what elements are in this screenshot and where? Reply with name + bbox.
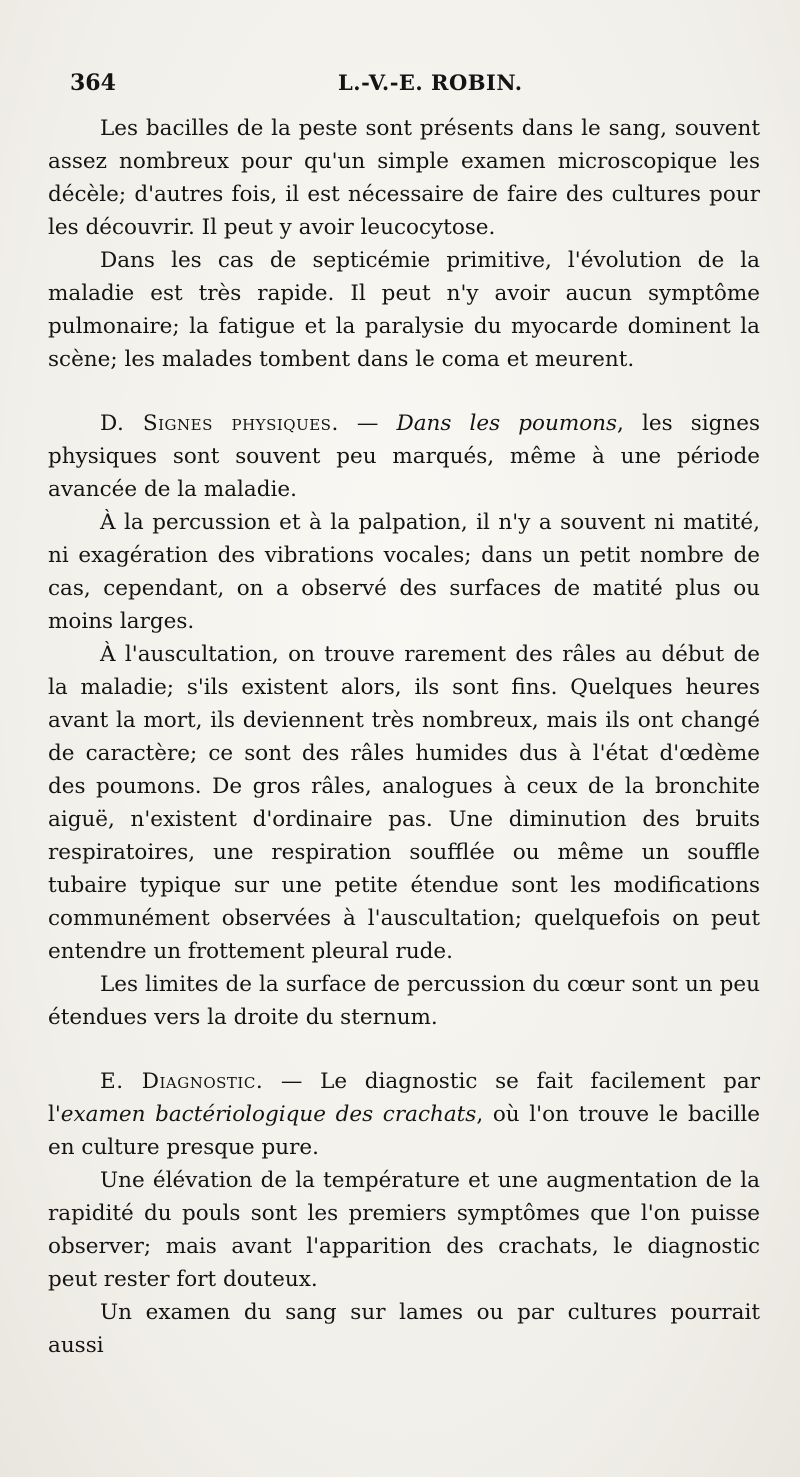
paragraph-coeur: Les limites de la surface de percussion du cœur sont un peu étendues vers la droite du sternum. <box>48 972 760 1030</box>
section-d-label: D. Signes physiques. <box>100 411 339 436</box>
section-e-text: Le diagnostic se fait facilement par l' <box>48 1069 761 1127</box>
paragraph-bacilles: Les bacilles de la peste sont présents dans le sang, souvent assez nombreux pour qu'un simple examen microscopique les décèle; d'autres fois, il est nécessaire de faire des cultures pour les découvrir. Il peut y avoir leucocytose. <box>48 116 760 240</box>
section-e-diagnostic <box>48 1065 760 1164</box>
section-e-rest: , où l'on trouve le bacille en culture presque pure. <box>48 1102 760 1160</box>
section-e-label: E. Diagnostic. <box>100 1069 264 1094</box>
page-number: 364 <box>70 70 116 96</box>
paragraph-percussion: À la percussion et à la palpation, il n'y a souvent ni matité, ni exagération des vibrations vocales; dans un petit nombre de cas, cependant, on a observé des surfaces de matité plus ou moins larges. <box>48 510 760 634</box>
section-d-text: , les signes physiques sont souvent peu marqués, même à une période avancée de la maladie. <box>48 411 760 502</box>
page-header <box>70 70 760 104</box>
running-head: L.-V.-E. ROBIN. <box>338 70 523 95</box>
paragraph-temperature: Une élévation de la température et une augmentation de la rapidité du pouls sont les premiers symptômes que l'on puisse observer; mais avant l'apparition des crachats, le diagnostic peut rester fort douteux. <box>48 1168 760 1292</box>
paragraph-septicemie: Dans les cas de septicémie primitive, l'évolution de la maladie est très rapide. Il peut n'y avoir aucun symptôme pulmonaire; la fatigue et la paralysie du myocarde dominent la scène; les malades tombent dans le coma et meurent. <box>48 248 760 372</box>
section-e-dash: — <box>263 1069 321 1094</box>
body-text <box>48 112 760 1362</box>
section-d-italic: Dans les poumons <box>396 411 618 436</box>
section-d-dash: — <box>338 411 397 436</box>
section-d-signes-physiques <box>48 407 760 506</box>
section-e-italic: examen bactériologique des crachats <box>60 1102 477 1127</box>
paragraph-examen-sang: Un examen du sang sur lames ou par cultures pourrait aussi <box>48 1300 760 1358</box>
paragraph-auscultation: À l'auscultation, on trouve rarement des râles au début de la maladie; s'ils existent alors, ils sont fins. Quelques heures avant la mort, ils deviennent très nombreux, mais ils ont changé de caractère; ce sont des râles humides dus à l'état d'œdème des poumons. De gros râles, analogues à ceux de la bronchite aiguë, n'existent d'ordinaire pas. Une diminution des bruits respiratoires, une respiration soufflée ou même un souffle tubaire typique sur une petite étendue sont les modifications communément observées à l'auscultation; quelquefois on peut entendre un frottement pleural rude. <box>48 642 760 964</box>
